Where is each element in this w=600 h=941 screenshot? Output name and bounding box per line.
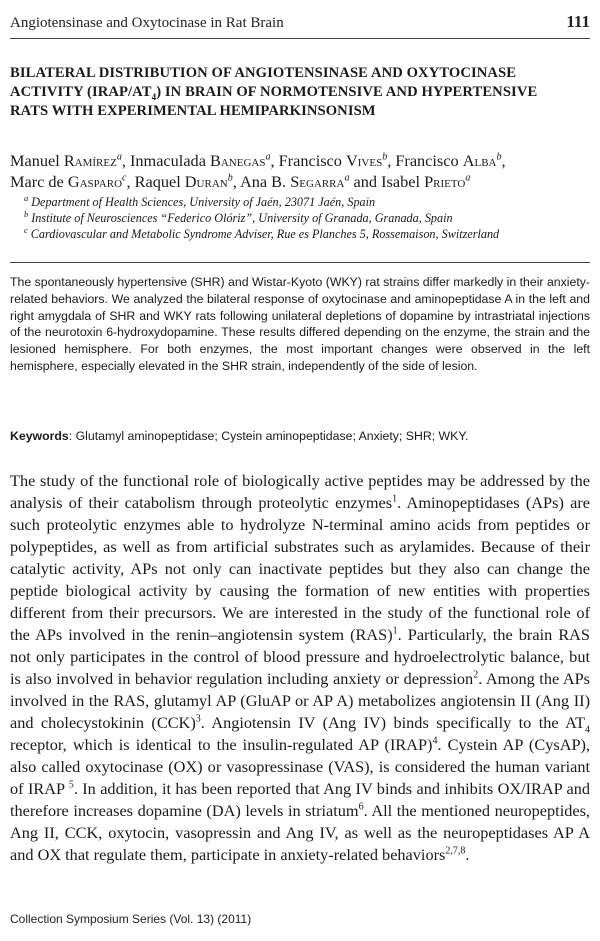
author-separator: and bbox=[349, 172, 382, 191]
affiliation-mark: b bbox=[227, 172, 233, 184]
page-number: 111 bbox=[566, 12, 590, 31]
keywords-label: Keywords bbox=[10, 429, 69, 443]
affiliation-mark: a bbox=[265, 151, 271, 163]
author-separator: , bbox=[387, 151, 396, 170]
affiliation-mark: a bbox=[116, 151, 122, 163]
abstract-rule bbox=[10, 262, 590, 263]
affiliation-mark: c bbox=[122, 172, 127, 184]
body-text-run: . In addition, it has been reported that Ang IV binds and inhibits OX/IRAP and therefore increases dopamine (DA) levels in striatum bbox=[10, 779, 590, 820]
affiliation-text: Institute of Neurosciences “Federico Olóriz”, University of Granada, Granada, Spain bbox=[31, 211, 453, 225]
citation-ref: 1 bbox=[392, 493, 398, 505]
header-rule bbox=[10, 38, 590, 39]
affiliation-mark: b bbox=[496, 151, 502, 163]
author-given-name: Isabel bbox=[381, 172, 425, 191]
affiliations bbox=[24, 194, 590, 242]
author-separator: , bbox=[121, 151, 130, 170]
author-family-name: Alba bbox=[462, 151, 497, 170]
running-header bbox=[10, 12, 590, 34]
citation-ref: 2,7,8 bbox=[445, 845, 466, 857]
author-name bbox=[10, 151, 122, 170]
title-subscript: 4 bbox=[151, 91, 157, 102]
author-given-name: Raquel bbox=[134, 172, 185, 191]
body-text-run: The study of the functional role of biologically active peptides may be addressed by the analysis of their catabolism through proteolytic enzymes bbox=[10, 471, 590, 512]
page-footer: Collection Symposium Series (Vol. 13) (2011) bbox=[10, 912, 252, 926]
abstract: The spontaneously hypertensive (SHR) and Wistar-Kyoto (WKY) rat strains differ markedly in their anxiety-related behaviors. We analyzed the bilateral response of oxytocinase and aminopeptidase A in the left and right amygdala of SHR and WKY rats following unilateral depletions of dopamine by intrastriatal injections of the neurotoxin 6-hydroxydopamine. These results differed depending on the enzyme, the strain and the lesioned hemisphere. For both enzymes, the most important changes were observed in the left hemisphere, especially elevated in the SHR strain, independently of the side of lesion. bbox=[10, 275, 590, 373]
author-list bbox=[10, 150, 590, 192]
author-name bbox=[135, 172, 233, 191]
author-separator: , bbox=[232, 172, 240, 191]
affiliation-mark: b bbox=[382, 151, 388, 163]
citation-ref: 6 bbox=[358, 801, 364, 813]
affiliation-line bbox=[24, 194, 590, 210]
author-family-name: Vives bbox=[346, 151, 383, 170]
body-text-run: . Cystein AP (CysAP), also called oxytocinase (OX) or vasopressinase (VAS), is considered the human variant of IRAP bbox=[10, 735, 590, 798]
author-given-name: Manuel bbox=[10, 151, 64, 170]
keywords bbox=[10, 428, 590, 445]
author-name bbox=[381, 172, 470, 191]
author-name bbox=[279, 151, 388, 170]
body-text-run: . Angiotensin IV (Ang IV) binds specifically to the AT bbox=[200, 713, 586, 732]
author-family-name: Gasparo bbox=[67, 172, 123, 191]
body-text-run: . bbox=[465, 845, 470, 864]
affiliation-text: Department of Health Sciences, University of Jaén, 23071 Jaén, Spain bbox=[31, 195, 376, 209]
author-family-name: Banegas bbox=[210, 151, 266, 170]
affiliation-mark: a bbox=[24, 192, 29, 203]
affiliation-text: Cardiovascular and Metabolic Syndrome Adviser, Rue es Planches 5, Rossemaison, Switzerland bbox=[30, 227, 500, 241]
author-name bbox=[10, 172, 126, 191]
author-given-name: Ana B. bbox=[239, 172, 291, 191]
affiliation-mark: a bbox=[344, 172, 350, 184]
author-given-name: Marc de bbox=[10, 172, 68, 191]
author-family-name: Segarra bbox=[290, 172, 345, 191]
author-name bbox=[130, 151, 271, 170]
body-paragraph bbox=[10, 470, 590, 866]
subscript: 4 bbox=[585, 724, 591, 736]
citation-ref: 5 bbox=[68, 779, 74, 791]
author-given-name: Francisco bbox=[278, 151, 346, 170]
citation-ref: 4 bbox=[432, 735, 438, 747]
body-text-run: . All the mentioned neuropeptides, Ang II, CCK, oxytocin, vasopressin and Ang IV, as well as the neuropeptidases AP A and OX that regulate them, participate in anxiety-related behaviors bbox=[10, 801, 590, 864]
author-separator: , bbox=[501, 151, 506, 170]
citation-ref: 2 bbox=[473, 669, 479, 681]
body-text-run: receptor, which is identical to the insulin-regulated AP (IRAP) bbox=[10, 735, 433, 754]
affiliation-line bbox=[24, 226, 590, 242]
author-family-name: Duran bbox=[184, 172, 228, 191]
body-text-run: . Particularly, the brain RAS not only participates in the control of blood pressure and hydroelectrolytic balance, but is also involved in behavior regulation including anxiety or depression bbox=[10, 625, 590, 688]
author-family-name: Ramírez bbox=[63, 151, 117, 170]
author-name bbox=[240, 172, 349, 191]
citation-ref: 3 bbox=[195, 713, 201, 725]
author-given-name: Francisco bbox=[395, 151, 463, 170]
body-text-run: . Aminopeptidases (APs) are such proteolytic enzymes able to hydrolyze N-terminal amino acids from peptides or polypeptides, as well as from artificial substrates such as arylamides. Because of their catalytic activity, APs not only can inactivate peptides but they also can change the peptide biological activity by causing the formation of new entities with properties different from their precursors. We are interested in the study of the functional role of the APs involved in the renin–angiotensin system (RAS) bbox=[10, 493, 591, 644]
article-title bbox=[10, 64, 578, 121]
author-family-name: Prieto bbox=[424, 172, 466, 191]
affiliation-mark: b bbox=[24, 208, 29, 219]
author-given-name: Inmaculada bbox=[129, 151, 210, 170]
affiliation-mark: c bbox=[24, 224, 28, 235]
keywords-text: : Glutamyl aminopeptidase; Cystein aminopeptidase; Anxiety; SHR; WKY. bbox=[68, 429, 469, 443]
author-separator: , bbox=[126, 172, 135, 191]
running-title: Angiotensinase and Oxytocinase in Rat Brain bbox=[10, 15, 284, 31]
title-part-1: BILATERAL DISTRIBUTION OF ANGIOTENSINASE AND OXYTOCINASE ACTIVITY (IRAP/AT bbox=[10, 65, 517, 100]
author-separator: , bbox=[270, 151, 279, 170]
affiliation-line bbox=[24, 210, 590, 226]
author-name bbox=[395, 151, 501, 170]
title-part-2: ) IN BRAIN OF NORMOTENSIVE AND HYPERTENSIVE RATS WITH EXPERIMENTAL HEMIPARKINSONISM bbox=[10, 84, 538, 119]
affiliation-mark: a bbox=[465, 172, 471, 184]
body-text-run: . Among the APs involved in the RAS, glutamyl AP (GluAP or AP A) metabolizes angiotensin II (Ang II) and cholecystokinin (CCK) bbox=[10, 669, 590, 732]
citation-ref: 1 bbox=[392, 625, 398, 637]
